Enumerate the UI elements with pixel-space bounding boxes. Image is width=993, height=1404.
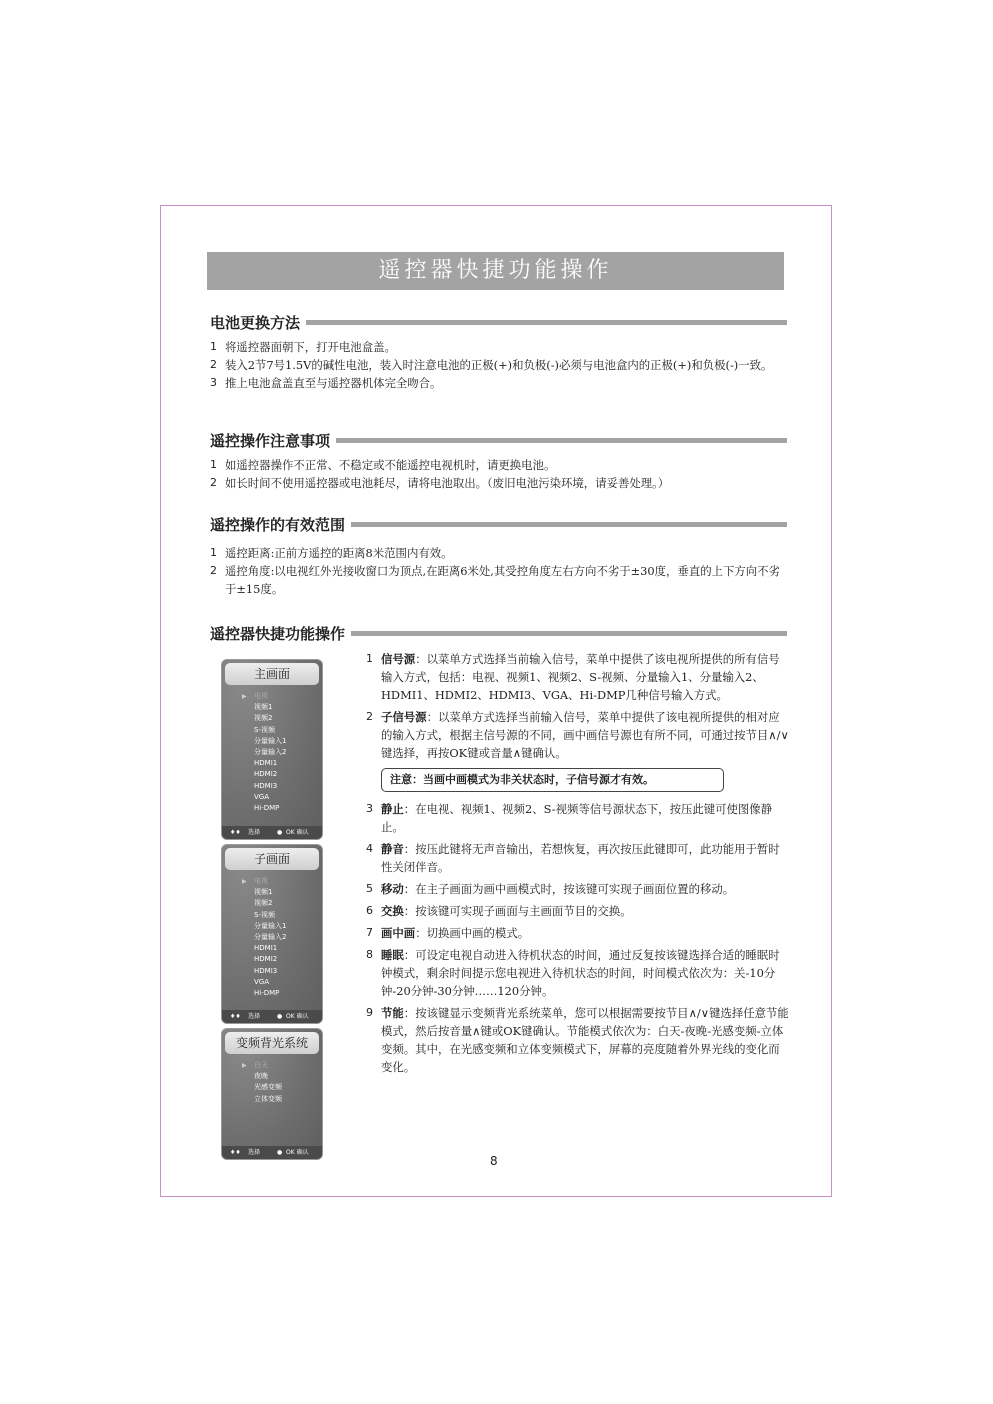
item-text: 推上电池盒盖直至与遥控器机体完全吻合。 — [225, 376, 442, 390]
menu-title: 变频背光系统 — [225, 1032, 319, 1054]
menu-title: 主画面 — [225, 663, 319, 685]
item-description: ：以菜单方式选择当前输入信号，菜单中提供了该电视所提供的相对应的输入方式，根据主信号源的不同，画中画信号源也有所不同，可通过按节目∧/∨键选择，再按OK键或音量∧键确认。 — [381, 710, 789, 760]
list-item — [366, 840, 790, 876]
menu-sub-picture — [221, 844, 323, 1024]
item-text: 遥控角度:以电视红外光接收窗口为顶点,在距离6米处,其受控角度左右方向不劣于±30度，垂直的上下方向不劣于±15度。 — [225, 564, 780, 596]
item-label: 睡眠 — [381, 948, 404, 962]
menu-item[interactable]: VGA — [254, 792, 270, 801]
menu-item[interactable]: 分量输入2 — [254, 748, 287, 757]
item-description: ：以菜单方式选择当前输入信号，菜单中提供了该电视所提供的所有信号输入方式，包括：电视、视频1、视频2、S-视频、分量输入1、分量输入2、HDMI1、HDMI2、HDMI3、VGA、Hi-DMP几种信号输入方式。 — [381, 652, 780, 702]
item-number: 1 — [366, 652, 373, 665]
menu-main-picture — [221, 659, 323, 840]
ok-button-icon: ● — [277, 1013, 283, 1020]
nav-arrows-icon: ♦♦ — [230, 1013, 241, 1020]
menu-item[interactable]: 视频1 — [254, 888, 273, 897]
item-number: 1 — [210, 340, 217, 353]
menu-item[interactable]: HDMI3 — [254, 966, 278, 975]
item-number: 6 — [366, 904, 373, 917]
section-rule — [306, 320, 787, 325]
menu-footer — [222, 1146, 322, 1159]
section-caution-header — [210, 429, 787, 451]
menu-item[interactable]: 光感变频 — [254, 1083, 282, 1092]
footer-select-label: 选择 — [248, 1149, 261, 1156]
item-text — [381, 650, 790, 704]
note-box: 注意：当画中画模式为非关状态时，子信号源才有效。 — [381, 768, 724, 792]
section-title: 遥控操作的有效范围 — [210, 515, 346, 534]
item-text: 将遥控器面朝下，打开电池盒盖。 — [225, 340, 396, 354]
menu-item[interactable]: ▶ 电视 — [254, 691, 322, 702]
menu-item[interactable]: S-视频 — [254, 725, 275, 734]
item-text: 如长时间不使用遥控器或电池耗尽，请将电池取出。（废旧电池污染环境，请妥善处理。） — [225, 476, 670, 490]
item-number: 4 — [366, 842, 373, 855]
menu-title: 子画面 — [225, 848, 319, 870]
nav-arrows-icon: ♦♦ — [230, 1149, 241, 1156]
menu-item[interactable]: 视频2 — [254, 899, 273, 908]
list-item — [366, 902, 790, 920]
item-number: 2 — [366, 710, 373, 723]
ok-button-icon: ● — [277, 829, 283, 836]
menu-item[interactable]: 分量输入1 — [254, 736, 287, 745]
section-range-header — [210, 513, 787, 535]
menu-list — [222, 1060, 322, 1105]
item-number: 5 — [366, 882, 373, 895]
menu-item[interactable]: ▶ 电视 — [254, 876, 322, 887]
section-title: 电池更换方法 — [210, 313, 301, 332]
list-item — [210, 338, 790, 356]
list-item — [210, 374, 790, 392]
footer-select-label: 选择 — [248, 829, 261, 836]
item-label: 交换 — [381, 904, 404, 918]
item-description: ：可设定电视自动进入待机状态的时间，通过反复按该键选择合适的睡眠时钟模式，剩余时间提示您电视进入待机状态的时间，时间模式依次为：关-10分钟-20分钟-30分钟……120分钟。 — [381, 948, 780, 998]
list-item — [366, 708, 790, 762]
item-description: ：按该键可实现子画面与主画面节目的交换。 — [403, 904, 632, 918]
item-label: 信号源 — [381, 652, 416, 666]
list-item — [366, 880, 790, 898]
list-item — [210, 474, 790, 492]
item-number: 1 — [210, 546, 217, 559]
item-description: ：按压此键将无声音输出，若想恢复，再次按压此键即可，此功能用于暂时性关闭伴音。 — [381, 842, 780, 874]
list-item — [366, 800, 790, 836]
menu-item[interactable]: 分量输入1 — [254, 921, 287, 930]
item-text — [381, 924, 790, 942]
menu-item[interactable]: 视频1 — [254, 703, 273, 712]
item-text — [381, 880, 790, 898]
menu-list — [222, 691, 322, 814]
section-rule — [336, 438, 787, 443]
nav-arrows-icon: ♦♦ — [230, 829, 241, 836]
list-item — [366, 924, 790, 942]
menu-footer — [222, 826, 322, 839]
item-text: 如遥控器操作不正常、不稳定或不能遥控电视机时，请更换电池。 — [225, 458, 556, 472]
item-label: 静音 — [381, 842, 404, 856]
menu-list — [222, 876, 322, 999]
footer-confirm-label: OK 确认 — [286, 1149, 309, 1156]
item-description: ：按该键显示变频背光系统菜单，您可以根据需要按节目∧/∨键选择任意节能模式，然后按音量∧键或OK键确认。节能模式依次为：白天-夜晚-光感变频-立体变频。其中，在光感变频和立体变频模式下，屏幕的亮度随着外界光线的变化而变化。 — [381, 1006, 789, 1074]
item-label: 静止 — [381, 802, 404, 816]
menu-item[interactable]: Hi-DMP — [254, 989, 280, 998]
item-description: ：在电视、视频1、视频2、S-视频等信号源状态下，按压此键可使图像静止。 — [381, 802, 773, 834]
menu-item[interactable]: 夜晚 — [254, 1072, 268, 1081]
item-number: 1 — [210, 458, 217, 471]
list-item — [210, 356, 790, 374]
menu-item[interactable]: 立体变频 — [254, 1094, 282, 1103]
item-text — [381, 1004, 790, 1076]
menu-item[interactable]: HDMI1 — [254, 944, 278, 953]
page-banner: 遥控器快捷功能操作 — [207, 252, 784, 290]
menu-item[interactable]: HDMI2 — [254, 770, 278, 779]
menu-item[interactable]: Hi-DMP — [254, 804, 280, 813]
menu-item[interactable]: S-视频 — [254, 910, 275, 919]
item-text — [381, 902, 790, 920]
section-title: 遥控操作注意事项 — [210, 431, 331, 450]
section-shortcut-header — [210, 622, 787, 644]
section-battery-header — [210, 311, 787, 333]
item-label: 画中画 — [381, 926, 416, 940]
item-number: 8 — [366, 948, 373, 961]
item-label: 节能 — [381, 1006, 404, 1020]
menu-item[interactable]: 视频2 — [254, 714, 273, 723]
footer-confirm-label: OK 确认 — [286, 829, 309, 836]
menu-item[interactable]: HDMI3 — [254, 781, 278, 790]
item-description: ：在主子画面为画中画模式时，按该键可实现子画面位置的移动。 — [403, 882, 735, 896]
item-number: 3 — [210, 376, 217, 389]
menu-item[interactable]: 分量输入2 — [254, 933, 287, 942]
page-number: 8 — [490, 1154, 498, 1168]
item-number: 2 — [210, 564, 217, 577]
item-description: ：切换画中画的模式。 — [415, 926, 530, 940]
item-text — [381, 946, 790, 1000]
section-rule — [351, 631, 787, 636]
list-item — [210, 456, 790, 474]
item-text — [381, 840, 790, 876]
list-item — [366, 946, 790, 1000]
item-number: 3 — [366, 802, 373, 815]
menu-item[interactable]: HDMI2 — [254, 955, 278, 964]
footer-confirm-label: OK 确认 — [286, 1013, 309, 1020]
item-number: 2 — [210, 358, 217, 371]
menu-backlight — [221, 1028, 323, 1160]
section-caution-list — [210, 456, 790, 492]
item-number: 2 — [210, 476, 217, 489]
list-item — [210, 562, 790, 598]
item-text: 遥控距离:正前方遥控的距离8米范围内有效。 — [225, 546, 453, 560]
item-number: 7 — [366, 926, 373, 939]
list-item — [366, 1004, 790, 1076]
item-label: 子信号源 — [381, 710, 427, 724]
item-number: 9 — [366, 1006, 373, 1019]
item-text: 装入2节7号1.5V的碱性电池，装入时注意电池的正极(+)和负极(-)必须与电池盒内的正极(+)和负极(-)一致。 — [225, 358, 773, 372]
section-title: 遥控器快捷功能操作 — [210, 624, 346, 643]
section-shortcut-list — [366, 650, 790, 1080]
list-item — [210, 544, 790, 562]
menu-item[interactable]: ▶ 白天 — [254, 1060, 322, 1071]
menu-item[interactable]: HDMI1 — [254, 759, 278, 768]
ok-button-icon: ● — [277, 1149, 283, 1156]
section-range-list — [210, 544, 790, 598]
menu-footer — [222, 1010, 322, 1023]
section-rule — [351, 522, 787, 527]
item-text — [381, 708, 790, 762]
item-text — [381, 800, 790, 836]
footer-select-label: 选择 — [248, 1013, 261, 1020]
item-label: 移动 — [381, 882, 404, 896]
menu-item[interactable]: VGA — [254, 977, 270, 986]
section-battery-list — [210, 338, 790, 392]
list-item — [366, 650, 790, 704]
